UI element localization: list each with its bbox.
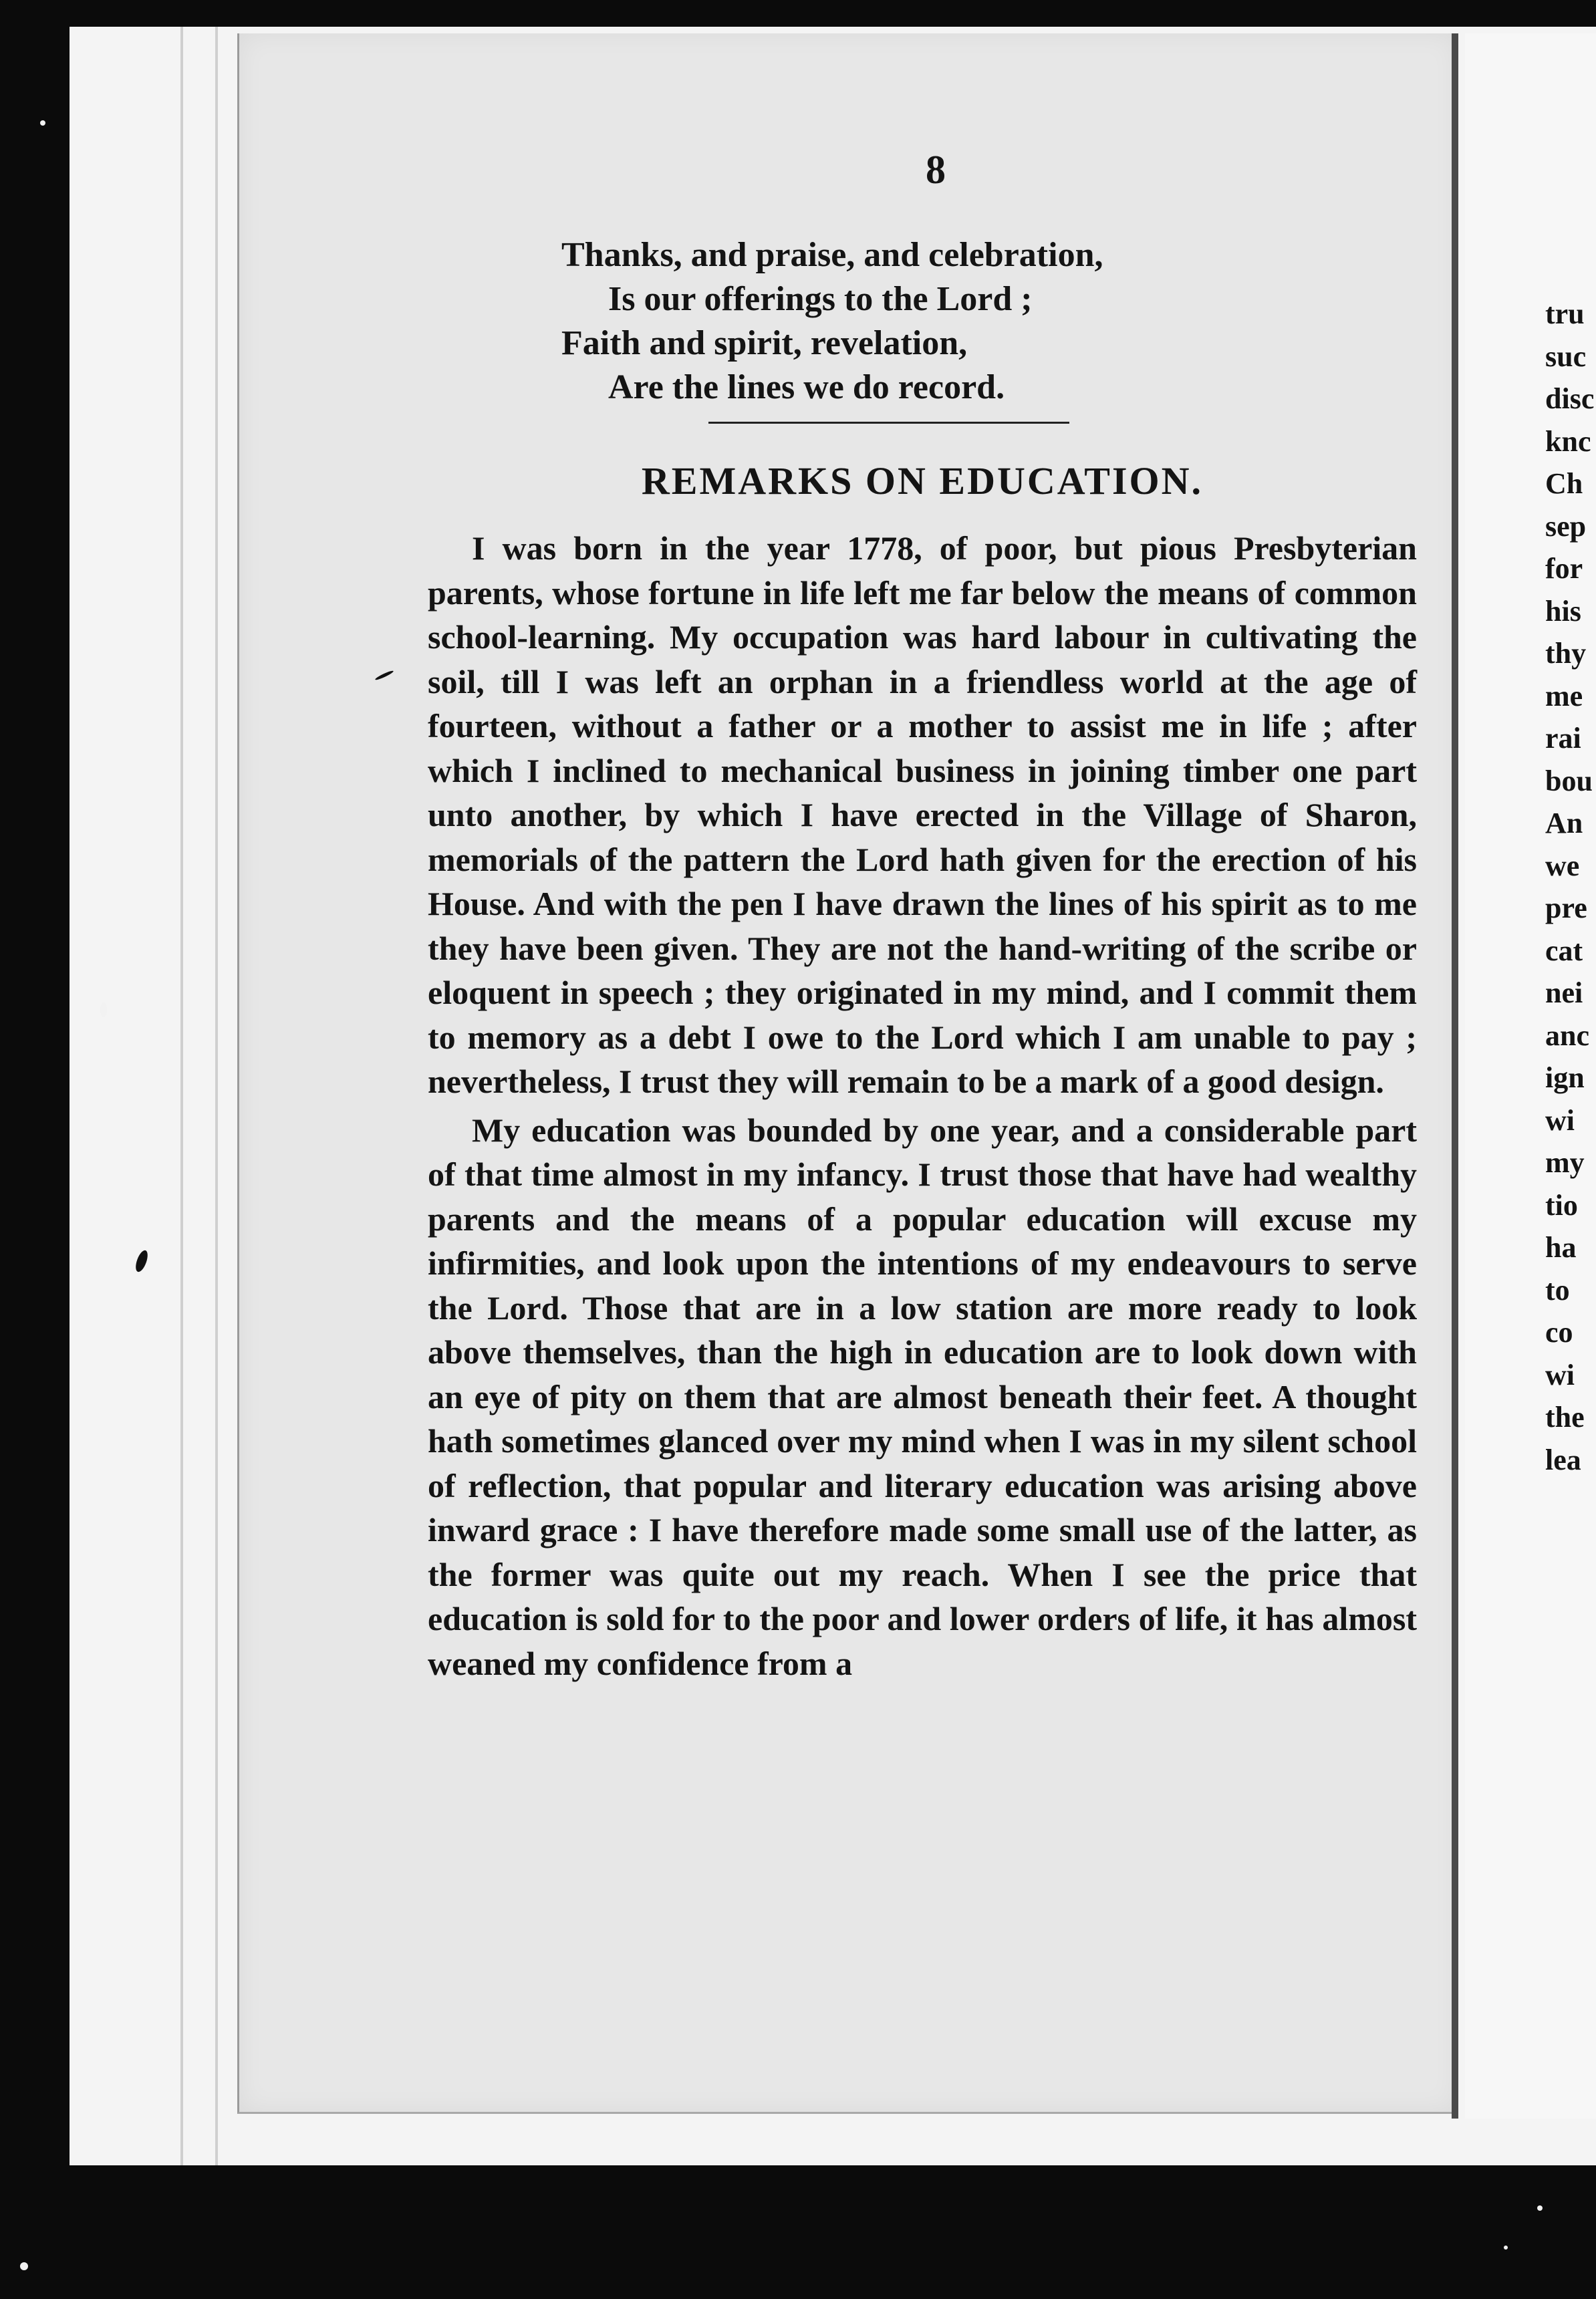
body-paragraph: My education was bounded by one year, and a considerable part of that time almost in my infancy. I trust those that have had wealthy parents and the means of a popular education will excuse my infirmities, and look upon the intentions of my endeavours to serve the Lord. Those that are in a low station are more ready to look above themselves, than the high in education are to look down with an eye of pity on them that are almost beneath their feet. A thought hath sometimes glanced over my mind when I was in my silent school of reflection, that popular and literary education was arising above inward grace : I have therefore made some small use of the latter, as the former was quite out my reach. When I see the price that education is sold for to the poor and lower orders of life, it has almost weaned my confidence from a xyxy=(428,1111,1417,1682)
facing-page-line: lea xyxy=(1545,1443,1581,1476)
page-number: 8 xyxy=(926,148,946,192)
facing-page-line: bou xyxy=(1545,764,1593,797)
section-heading: REMARKS ON EDUCATION. xyxy=(641,459,1204,503)
poem-line: Are the lines we do record. xyxy=(608,368,1005,406)
facing-page-line: ha xyxy=(1545,1231,1577,1264)
poem-line: Is our offerings to the Lord ; xyxy=(608,280,1033,318)
facing-page-line: disc xyxy=(1545,382,1595,415)
poem-line: Thanks, and praise, and celebration, xyxy=(561,236,1103,274)
facing-page-line: thy xyxy=(1545,637,1587,670)
facing-page-line: tru xyxy=(1545,297,1585,330)
facing-page-line: wi xyxy=(1545,1358,1575,1391)
page-gutter-rule xyxy=(1452,33,1458,2119)
facing-page-line: pre xyxy=(1545,892,1587,924)
facing-page-line: for xyxy=(1545,552,1583,585)
section-divider xyxy=(708,422,1069,424)
facing-page-line: his xyxy=(1545,594,1581,628)
scan-speck xyxy=(1504,2246,1508,2250)
facing-page-line: ign xyxy=(1545,1061,1585,1094)
card-edge-line xyxy=(215,27,218,2165)
facing-page-line: anc xyxy=(1545,1019,1589,1052)
scan-speck xyxy=(40,120,45,126)
scan-speck xyxy=(20,2262,28,2270)
card-edge-line xyxy=(180,27,183,2165)
facing-page-line: tio xyxy=(1545,1188,1578,1222)
facing-page-text xyxy=(1545,293,1594,1481)
facing-page-line: rai xyxy=(1545,722,1581,755)
facing-page-line: we xyxy=(1545,849,1580,882)
facing-page-line: suc xyxy=(1545,340,1587,373)
body-paragraph: I was born in the year 1778, of poor, but pious Presbyterian parents, whose fortune in life left me far below the means of common school-learning. My occupation was hard labour in cultivating the soil, till I was left an orphan in a friendless world at the age of fourteen, without a father or a mother to assist me in life ; after which I inclined to mechanical business in joining timber one part unto another, by which I have erected in the Village of Sharon, memorials of the pattern the Lord hath given for the erection of his House. And with the pen I have drawn the lines of his spirit as to me they have been given. They are not the hand-writing of the scribe or eloquent in speech ; they originated in my mind, and I commit them to memory as a debt I owe to the Lord which I am unable to pay ; nevertheless, I trust they will remain to be a mark of a good design. xyxy=(428,529,1417,1100)
facing-page-line: An xyxy=(1545,807,1583,839)
scan-speck xyxy=(100,1002,107,1017)
scan-speck xyxy=(1537,2205,1543,2211)
facing-page-line: me xyxy=(1545,679,1583,712)
poem-line: Faith and spirit, revelation, xyxy=(561,324,968,362)
facing-page-line: wi xyxy=(1545,1103,1575,1137)
facing-page-line: the xyxy=(1545,1401,1585,1434)
facing-page-line: Ch xyxy=(1545,467,1583,500)
facing-page-line: my xyxy=(1545,1146,1585,1179)
facing-page-line: knc xyxy=(1545,424,1591,458)
poem-stanza xyxy=(561,233,1417,410)
facing-page-line: co xyxy=(1545,1316,1573,1349)
facing-page-line: to xyxy=(1545,1273,1570,1307)
facing-page-line: nei xyxy=(1545,976,1583,1009)
facing-page-line: sep xyxy=(1545,509,1587,543)
page-content xyxy=(428,147,1417,1685)
facing-page-line: cat xyxy=(1545,934,1583,967)
